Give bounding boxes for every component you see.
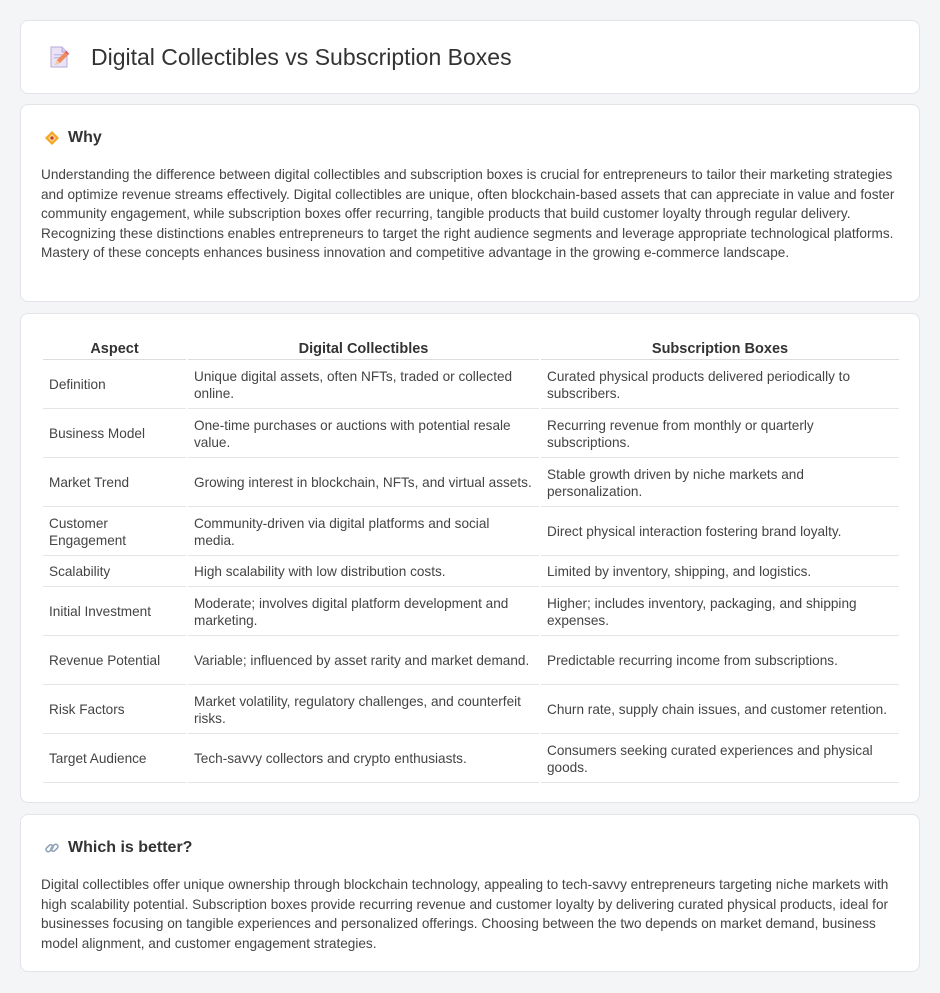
table-row: [43, 411, 899, 458]
cell-aspect: Initial Investment: [43, 589, 186, 636]
cell-digital-collectibles: Unique digital assets, often NFTs, traded or collected online.: [188, 362, 539, 409]
which-is-better-section: [20, 814, 920, 972]
cell-aspect: Revenue Potential: [43, 638, 186, 685]
why-section: [20, 104, 920, 302]
which-is-better-heading: Which is better?: [68, 839, 193, 856]
table-row: [43, 509, 899, 556]
table-row: [43, 736, 899, 783]
header-subscription-boxes: Subscription Boxes: [541, 336, 899, 360]
cell-aspect: Customer Engagement: [43, 509, 186, 556]
cell-digital-collectibles: Tech-savvy collectors and crypto enthusiasts.: [188, 736, 539, 783]
diamond-warning-icon: [43, 129, 61, 147]
cell-subscription-boxes: Recurring revenue from monthly or quarterly subscriptions.: [541, 411, 899, 458]
table-row: [43, 589, 899, 636]
why-text: Understanding the difference between digital collectibles and subscription boxes is crucial for entrepreneurs to tailor their marketing strategies and optimize revenue streams effectively. Digital collectibles are unique, often blockchain-based assets that can appreciate in value and foster community engagement, while subscription boxes offer recurring, tangible products that build customer loyalty through regular delivery. Recognizing these distinctions enables entrepreneurs to target the right audience segments and leverage appropriate technological platforms. Mastery of these concepts enhances business innovation and competitive advantage in the growing e-commerce landscape.: [41, 167, 895, 261]
header-aspect: Aspect: [43, 336, 186, 360]
cell-aspect: Definition: [43, 362, 186, 409]
cell-subscription-boxes: Stable growth driven by niche markets and personalization.: [541, 460, 899, 507]
cell-subscription-boxes: Curated physical products delivered periodically to subscribers.: [541, 362, 899, 409]
table-row: [43, 687, 899, 734]
cell-aspect: Business Model: [43, 411, 186, 458]
cell-subscription-boxes: Higher; includes inventory, packaging, and shipping expenses.: [541, 589, 899, 636]
cell-aspect: Market Trend: [43, 460, 186, 507]
table-header-row: [43, 336, 899, 360]
table-row: [43, 558, 899, 587]
cell-subscription-boxes: Churn rate, supply chain issues, and customer retention.: [541, 687, 899, 734]
cell-aspect: Risk Factors: [43, 687, 186, 734]
comparison-table: [41, 334, 901, 785]
cell-digital-collectibles: Market volatility, regulatory challenges, and counterfeit risks.: [188, 687, 539, 734]
title-card: [20, 20, 920, 94]
cell-digital-collectibles: Growing interest in blockchain, NFTs, and virtual assets.: [188, 460, 539, 507]
cell-subscription-boxes: Direct physical interaction fostering brand loyalty.: [541, 509, 899, 556]
table-row: [43, 638, 899, 685]
why-heading: Why: [68, 129, 102, 146]
cell-subscription-boxes: Predictable recurring income from subscriptions.: [541, 638, 899, 685]
page-title: Digital Collectibles vs Subscription Boxes: [91, 43, 512, 70]
comparison-table-card: [20, 313, 920, 803]
which-is-better-text: Digital collectibles offer unique ownership through blockchain technology, appealing to tech-savvy entrepreneurs targeting niche markets with high scalability potential. Subscription boxes provide recurring revenue and customer loyalty by delivering curated physical products, ideal for businesses focusing on tangible experiences and personalized offerings. Choosing between the two depends on market demand, business model alignment, and customer engagement strategies.: [41, 877, 889, 951]
cell-digital-collectibles: Community-driven via digital platforms and social media.: [188, 509, 539, 556]
cell-digital-collectibles: Moderate; involves digital platform development and marketing.: [188, 589, 539, 636]
cell-digital-collectibles: High scalability with low distribution costs.: [188, 558, 539, 587]
cell-digital-collectibles: Variable; influenced by asset rarity and market demand.: [188, 638, 539, 685]
cell-aspect: Target Audience: [43, 736, 186, 783]
table-row: [43, 362, 899, 409]
table-row: [43, 460, 899, 507]
cell-subscription-boxes: Limited by inventory, shipping, and logistics.: [541, 558, 899, 587]
document-pencil-icon: [47, 45, 71, 69]
cell-aspect: Scalability: [43, 558, 186, 587]
cell-digital-collectibles: One-time purchases or auctions with potential resale value.: [188, 411, 539, 458]
cell-subscription-boxes: Consumers seeking curated experiences and physical goods.: [541, 736, 899, 783]
link-icon: [43, 839, 61, 857]
header-digital-collectibles: Digital Collectibles: [188, 336, 539, 360]
